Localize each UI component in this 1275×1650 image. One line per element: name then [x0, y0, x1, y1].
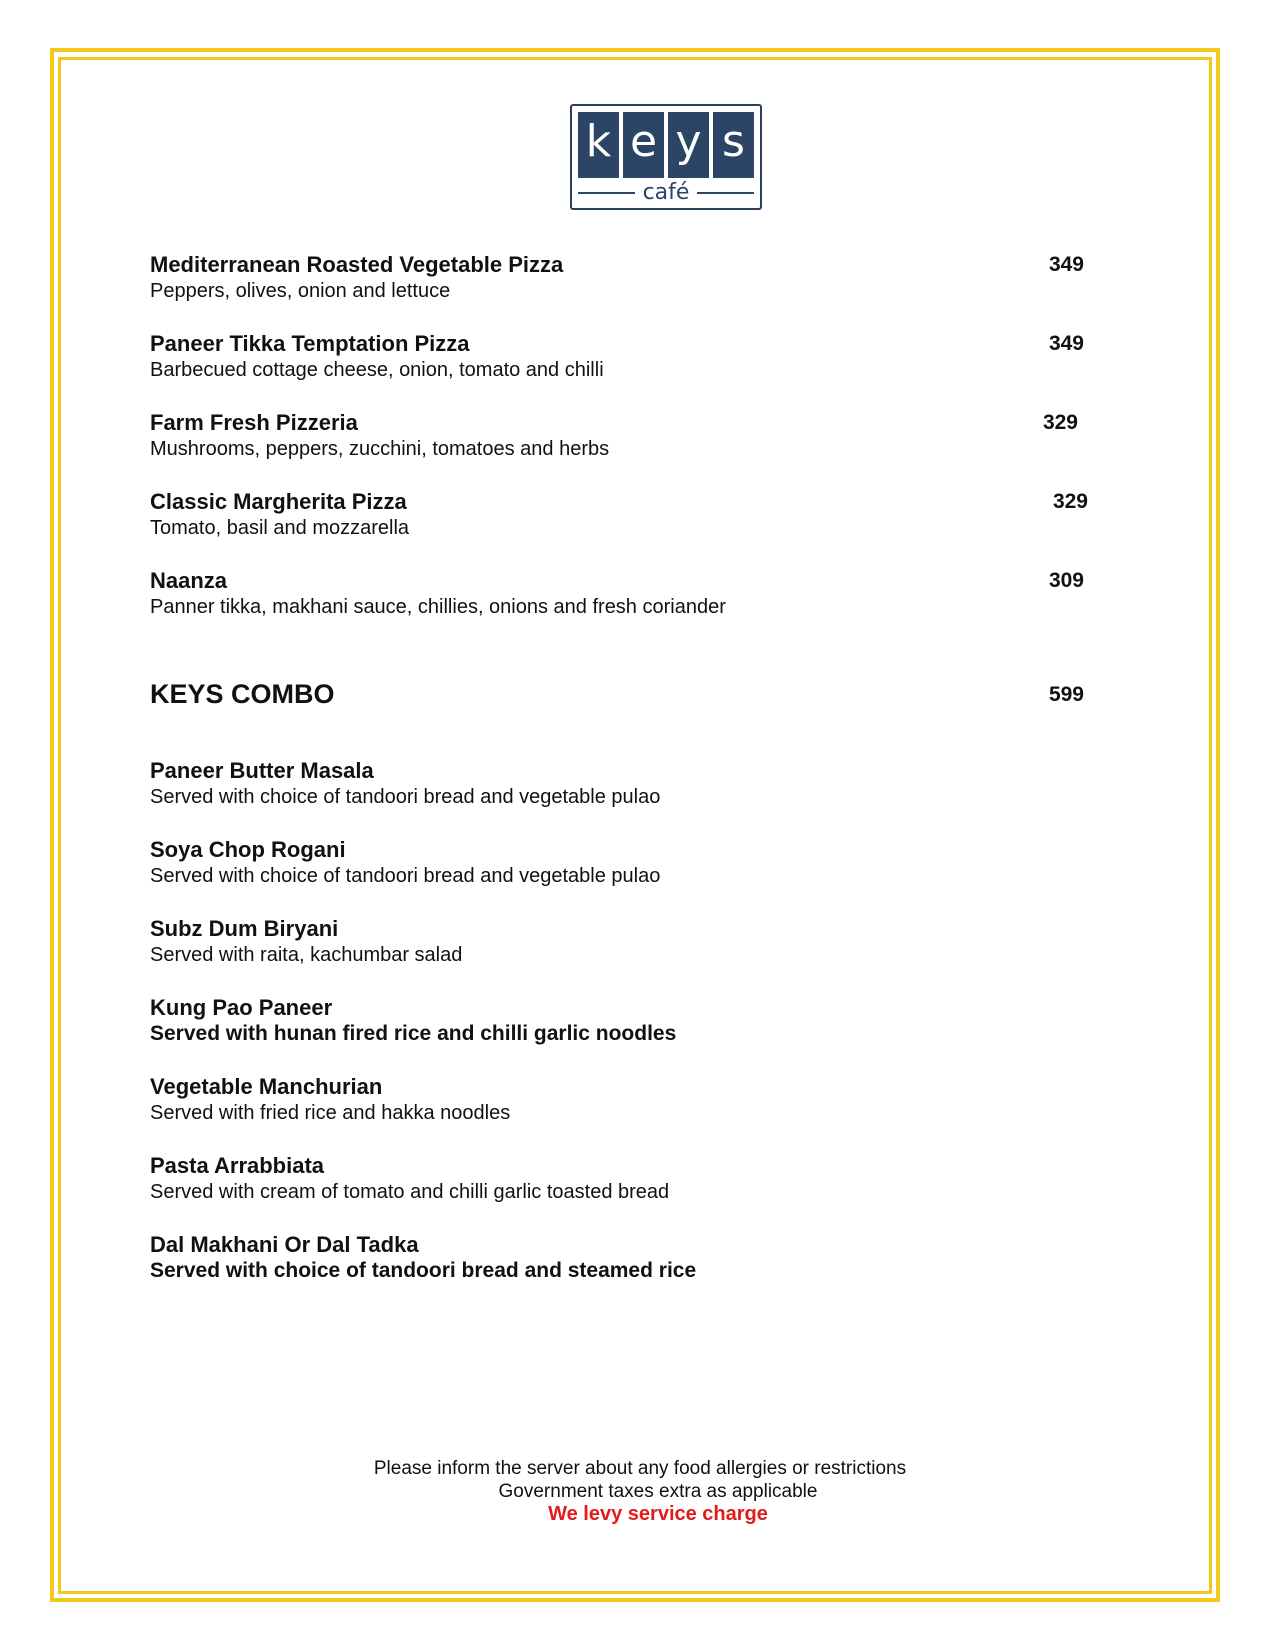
- item-description: Tomato, basil and mozzarella: [150, 517, 410, 539]
- combo-item: [150, 995, 1100, 1047]
- item-name: Naanza: [150, 568, 228, 593]
- item-name: Kung Pao Paneer: [150, 995, 333, 1020]
- logo-letter: k: [578, 112, 619, 178]
- logo-letter: e: [623, 112, 664, 178]
- menu-item: [150, 489, 1100, 541]
- item-description: Served with cream of tomato and chilli garlic toasted bread: [150, 1181, 670, 1203]
- logo-subtitle-row: [578, 180, 754, 206]
- menu-item: [150, 568, 1100, 620]
- logo-letters: [578, 112, 754, 178]
- menu-item: [150, 331, 1100, 383]
- item-price: 349: [1048, 332, 1084, 355]
- footer-notes: [300, 1457, 980, 1526]
- item-name: Dal Makhani Or Dal Tadka: [150, 1232, 419, 1257]
- logo-letter: y: [668, 112, 709, 178]
- item-name: Classic Margherita Pizza: [150, 489, 407, 514]
- menu-item: [150, 410, 1100, 462]
- keys-cafe-logo: [570, 104, 762, 210]
- item-price: 329: [1052, 490, 1088, 513]
- combo-title: KEYS COMBO: [150, 679, 335, 709]
- item-name: Soya Chop Rogani: [150, 837, 346, 862]
- item-name: Mediterranean Roasted Vegetable Pizza: [150, 252, 564, 277]
- item-description: Served with hunan fired rice and chilli garlic noodles: [150, 1022, 677, 1045]
- item-name: Paneer Tikka Temptation Pizza: [150, 331, 470, 356]
- item-description: Peppers, olives, onion and lettuce: [150, 280, 451, 302]
- logo-subtitle: café: [642, 180, 690, 205]
- item-name: Subz Dum Biryani: [150, 916, 339, 941]
- combo-item: [150, 1074, 1100, 1126]
- combo-item: [150, 916, 1100, 968]
- item-name: Vegetable Manchurian: [150, 1074, 383, 1099]
- item-name: Farm Fresh Pizzeria: [150, 410, 358, 435]
- item-name: Pasta Arrabbiata: [150, 1153, 325, 1178]
- combo-menu-section: [150, 758, 1100, 1311]
- item-price: 329: [1042, 411, 1078, 434]
- combo-item: [150, 758, 1100, 810]
- logo-rule-left: [578, 192, 635, 194]
- menu-item: [150, 252, 1100, 304]
- combo-item: [150, 1153, 1100, 1205]
- item-price: 349: [1048, 253, 1084, 276]
- item-description: Served with raita, kachumbar salad: [150, 944, 463, 966]
- logo-rule-right: [697, 192, 754, 194]
- combo-price: 599: [1048, 683, 1084, 706]
- allergy-note: Please inform the server about any food allergies or restrictions: [373, 1458, 907, 1479]
- service-charge-note: We levy service charge: [548, 1503, 768, 1525]
- item-description: Barbecued cottage cheese, onion, tomato and chilli: [150, 359, 604, 381]
- item-description: Served with choice of tandoori bread and vegetable pulao: [150, 865, 661, 887]
- pizza-menu-section: [150, 252, 1100, 647]
- combo-item: [150, 1232, 1100, 1284]
- item-name: Paneer Butter Masala: [150, 758, 374, 783]
- logo-letter: s: [713, 112, 754, 178]
- item-price: 309: [1048, 569, 1084, 592]
- item-description: Panner tikka, makhani sauce, chillies, onions and fresh coriander: [150, 596, 726, 618]
- combo-item: [150, 837, 1100, 889]
- item-description: Mushrooms, peppers, zucchini, tomatoes and herbs: [150, 438, 610, 460]
- item-description: Served with fried rice and hakka noodles: [150, 1102, 511, 1124]
- combo-header: [150, 676, 1100, 712]
- item-description: Served with choice of tandoori bread and steamed rice: [150, 1259, 697, 1282]
- item-description: Served with choice of tandoori bread and vegetable pulao: [150, 786, 661, 808]
- tax-note: Government taxes extra as applicable: [498, 1481, 818, 1502]
